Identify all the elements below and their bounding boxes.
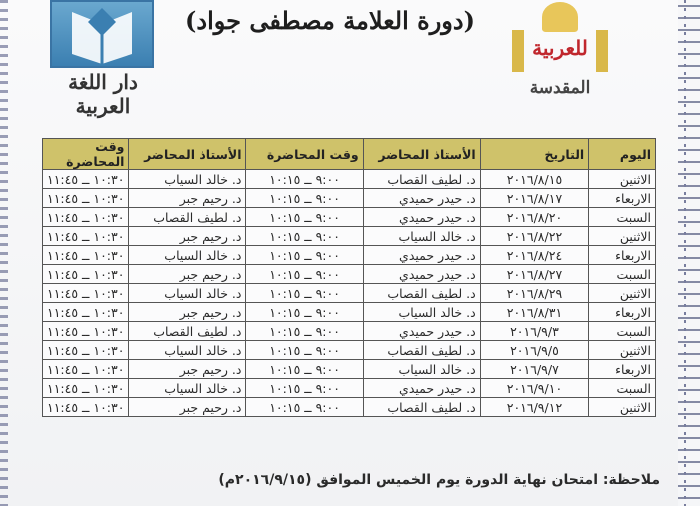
cell-instructor-2: د. خالد السياب bbox=[129, 246, 246, 265]
cell-instructor-1: د. حيدر حميدي bbox=[363, 246, 480, 265]
cell-time-1: ٩:٠٠ ــ ١٠:١٥ bbox=[246, 341, 363, 360]
table-row bbox=[43, 379, 656, 398]
cell-date: ٢٠١٦/٩/١٠ bbox=[480, 379, 589, 398]
cell-date: ٢٠١٦/٩/٣ bbox=[480, 322, 589, 341]
cell-date: ٢٠١٦/٨/١٥ bbox=[480, 170, 589, 189]
cell-time-1: ٩:٠٠ ــ ١٠:١٥ bbox=[246, 227, 363, 246]
cell-date: ٢٠١٦/٨/٣١ bbox=[480, 303, 589, 322]
logo-left-caption: دار اللغة العربية bbox=[68, 70, 138, 118]
table-row bbox=[43, 189, 656, 208]
logo-holy-shrine bbox=[490, 0, 630, 120]
cell-date: ٢٠١٦/٨/٢٩ bbox=[480, 284, 589, 303]
table-row bbox=[43, 341, 656, 360]
cell-time-1: ٩:٠٠ ــ ١٠:١٥ bbox=[246, 398, 363, 417]
dome-icon bbox=[542, 2, 578, 32]
header-instructor-1: الأستاذ المحاضر bbox=[363, 139, 480, 170]
cell-day: الاثنين bbox=[589, 170, 656, 189]
cell-day: السبت bbox=[589, 265, 656, 284]
cell-instructor-1: د. لطيف القصاب bbox=[363, 398, 480, 417]
cell-time-2: ١٠:٣٠ ــ ١١:٤٥ bbox=[43, 398, 129, 417]
paper-edge bbox=[0, 0, 8, 506]
cell-instructor-1: د. حيدر حميدي bbox=[363, 322, 480, 341]
cell-time-1: ٩:٠٠ ــ ١٠:١٥ bbox=[246, 170, 363, 189]
cell-time-1: ٩:٠٠ ــ ١٠:١٥ bbox=[246, 303, 363, 322]
cell-day: الاربعاء bbox=[589, 189, 656, 208]
exam-note: ملاحظة: امتحان نهاية الدورة يوم الخميس الموافق (٢٠١٦/٩/١٥م) bbox=[218, 472, 660, 488]
cell-instructor-2: د. خالد السياب bbox=[129, 379, 246, 398]
schedule-table bbox=[42, 138, 656, 417]
cell-instructor-2: د. رحيم جبر bbox=[129, 265, 246, 284]
cell-instructor-1: د. لطيف القصاب bbox=[363, 284, 480, 303]
header-date: التاريخ bbox=[480, 139, 589, 170]
cell-instructor-2: د. رحيم جبر bbox=[129, 303, 246, 322]
logo-arabic-language-house bbox=[38, 0, 168, 120]
cell-instructor-1: د. حيدر حميدي bbox=[363, 208, 480, 227]
logo-right-caption-bottom: المقدسة bbox=[529, 78, 591, 98]
cell-time-1: ٩:٠٠ ــ ١٠:١٥ bbox=[246, 246, 363, 265]
cell-instructor-2: د. خالد السياب bbox=[129, 341, 246, 360]
cell-time-2: ١٠:٣٠ ــ ١١:٤٥ bbox=[43, 322, 129, 341]
cell-day: الاربعاء bbox=[589, 360, 656, 379]
cell-time-2: ١٠:٣٠ ــ ١١:٤٥ bbox=[43, 170, 129, 189]
cell-instructor-2: د. رحيم جبر bbox=[129, 360, 246, 379]
cell-instructor-2: د. خالد السياب bbox=[129, 284, 246, 303]
table-header-row bbox=[43, 139, 656, 170]
table-row bbox=[43, 170, 656, 189]
cell-date: ٢٠١٦/٨/٢٧ bbox=[480, 265, 589, 284]
cell-day: الاربعاء bbox=[589, 246, 656, 265]
cell-date: ٢٠١٦/٩/٧ bbox=[480, 360, 589, 379]
logo-right-caption-top: للعربية bbox=[532, 36, 588, 60]
cell-instructor-1: د. حيدر حميدي bbox=[363, 265, 480, 284]
cell-day: الاثنين bbox=[589, 398, 656, 417]
spiral-binding bbox=[678, 0, 700, 506]
cell-instructor-2: د. لطيف القصاب bbox=[129, 322, 246, 341]
table-row bbox=[43, 398, 656, 417]
table-row bbox=[43, 265, 656, 284]
table-row bbox=[43, 360, 656, 379]
cell-time-2: ١٠:٣٠ ــ ١١:٤٥ bbox=[43, 303, 129, 322]
cell-date: ٢٠١٦/٩/٥ bbox=[480, 341, 589, 360]
cell-instructor-1: د. لطيف القصاب bbox=[363, 341, 480, 360]
cell-day: السبت bbox=[589, 208, 656, 227]
cell-instructor-2: د. رحيم جبر bbox=[129, 189, 246, 208]
cell-time-2: ١٠:٣٠ ــ ١١:٤٥ bbox=[43, 265, 129, 284]
cell-day: السبت bbox=[589, 379, 656, 398]
cell-date: ٢٠١٦/٨/٢٠ bbox=[480, 208, 589, 227]
header-instructor-2: الأستاذ المحاضر bbox=[129, 139, 246, 170]
cell-time-2: ١٠:٣٠ ــ ١١:٤٥ bbox=[43, 379, 129, 398]
cell-time-1: ٩:٠٠ ــ ١٠:١٥ bbox=[246, 360, 363, 379]
table-row bbox=[43, 322, 656, 341]
cell-date: ٢٠١٦/٨/٢٤ bbox=[480, 246, 589, 265]
cell-time-1: ٩:٠٠ ــ ١٠:١٥ bbox=[246, 322, 363, 341]
header-time-2: وقت المحاضرة bbox=[43, 139, 129, 170]
cell-day: الاثنين bbox=[589, 227, 656, 246]
cell-instructor-1: د. حيدر حميدي bbox=[363, 379, 480, 398]
cell-time-2: ١٠:٣٠ ــ ١١:٤٥ bbox=[43, 246, 129, 265]
cell-instructor-1: د. خالد السياب bbox=[363, 360, 480, 379]
cell-time-2: ١٠:٣٠ ــ ١١:٤٥ bbox=[43, 341, 129, 360]
cell-time-2: ١٠:٣٠ ــ ١١:٤٥ bbox=[43, 189, 129, 208]
cell-instructor-2: د. خالد السياب bbox=[129, 170, 246, 189]
cell-instructor-1: د. لطيف القصاب bbox=[363, 170, 480, 189]
table-row bbox=[43, 246, 656, 265]
table-row bbox=[43, 303, 656, 322]
cell-time-2: ١٠:٣٠ ــ ١١:٤٥ bbox=[43, 208, 129, 227]
cell-day: الاثنين bbox=[589, 284, 656, 303]
cell-time-1: ٩:٠٠ ــ ١٠:١٥ bbox=[246, 208, 363, 227]
book-emblem-icon bbox=[50, 0, 154, 68]
table-row bbox=[43, 284, 656, 303]
cell-instructor-2: د. رحيم جبر bbox=[129, 398, 246, 417]
cell-time-2: ١٠:٣٠ ــ ١١:٤٥ bbox=[43, 284, 129, 303]
cell-day: السبت bbox=[589, 322, 656, 341]
cell-date: ٢٠١٦/٩/١٢ bbox=[480, 398, 589, 417]
cell-time-1: ٩:٠٠ ــ ١٠:١٥ bbox=[246, 284, 363, 303]
cell-time-1: ٩:٠٠ ــ ١٠:١٥ bbox=[246, 265, 363, 284]
cell-instructor-1: د. خالد السياب bbox=[363, 227, 480, 246]
cell-date: ٢٠١٦/٨/١٧ bbox=[480, 189, 589, 208]
cell-time-2: ١٠:٣٠ ــ ١١:٤٥ bbox=[43, 360, 129, 379]
cell-instructor-2: د. لطيف القصاب bbox=[129, 208, 246, 227]
cell-time-1: ٩:٠٠ ــ ١٠:١٥ bbox=[246, 379, 363, 398]
header-time-1: وقت المحاضرة bbox=[246, 139, 363, 170]
cell-date: ٢٠١٦/٨/٢٢ bbox=[480, 227, 589, 246]
cell-day: الاثنين bbox=[589, 341, 656, 360]
table-row bbox=[43, 208, 656, 227]
page-title: (دورة العلامة مصطفى جواد) bbox=[185, 6, 475, 35]
cell-instructor-1: د. حيدر حميدي bbox=[363, 189, 480, 208]
cell-day: الاربعاء bbox=[589, 303, 656, 322]
table-row bbox=[43, 227, 656, 246]
cell-instructor-2: د. رحيم جبر bbox=[129, 227, 246, 246]
cell-time-2: ١٠:٣٠ ــ ١١:٤٥ bbox=[43, 227, 129, 246]
header-day: اليوم bbox=[589, 139, 656, 170]
cell-time-1: ٩:٠٠ ــ ١٠:١٥ bbox=[246, 189, 363, 208]
cell-instructor-1: د. خالد السياب bbox=[363, 303, 480, 322]
